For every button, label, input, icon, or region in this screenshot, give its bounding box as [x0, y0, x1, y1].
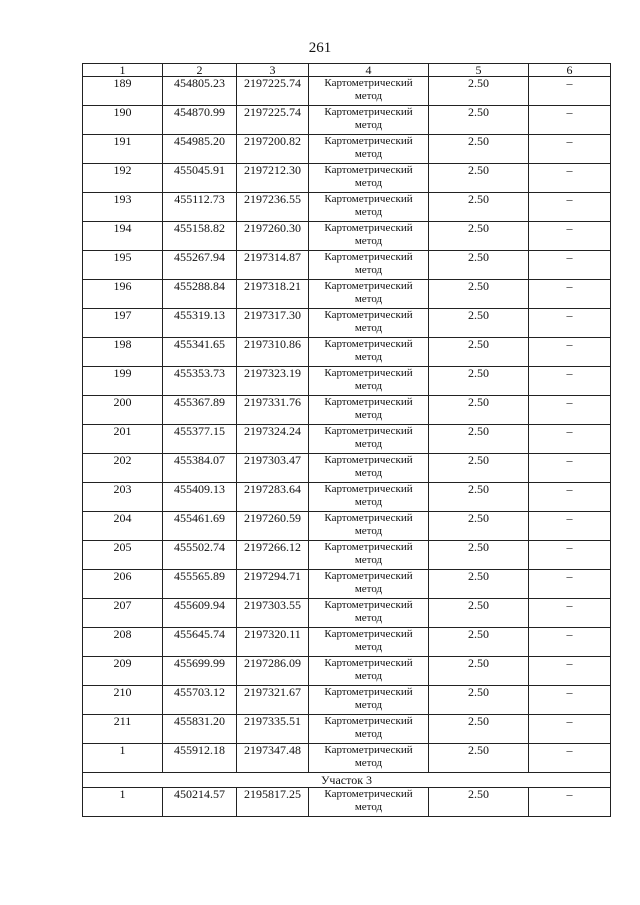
column-number-header: 6 [529, 64, 611, 77]
note-cell: – [529, 599, 611, 628]
method-label-line1: Картометрический [324, 164, 413, 176]
table-row [83, 541, 611, 570]
x-coordinate-cell: 455341.65 [163, 338, 237, 367]
y-coordinate-cell: 2197303.55 [237, 599, 309, 628]
y-coordinate-cell: 2197225.74 [237, 106, 309, 135]
x-coordinate-cell: 455384.07 [163, 454, 237, 483]
method-label-line1: Картометрический [324, 425, 413, 437]
method-cell [309, 338, 429, 367]
method-cell [309, 425, 429, 454]
note-cell: – [529, 338, 611, 367]
accuracy-cell: 2.50 [429, 425, 529, 454]
x-coordinate-cell: 455367.89 [163, 396, 237, 425]
note-cell: – [529, 483, 611, 512]
table-row [83, 570, 611, 599]
accuracy-cell: 2.50 [429, 483, 529, 512]
y-coordinate-cell: 2195817.25 [237, 788, 309, 817]
method-label-line2: метод [354, 438, 383, 450]
method-label-line2: метод [354, 525, 383, 537]
note-cell: – [529, 788, 611, 817]
x-coordinate-cell: 454985.20 [163, 135, 237, 164]
note-cell: – [529, 454, 611, 483]
accuracy-cell: 2.50 [429, 454, 529, 483]
point-number-cell: 191 [83, 135, 163, 164]
method-label-line1: Картометрический [324, 135, 413, 147]
y-coordinate-cell: 2197260.30 [237, 222, 309, 251]
note-cell: – [529, 657, 611, 686]
x-coordinate-cell: 455645.74 [163, 628, 237, 657]
method-label-line1: Картометрический [324, 788, 413, 800]
point-number-cell: 208 [83, 628, 163, 657]
point-number-cell: 210 [83, 686, 163, 715]
note-cell: – [529, 396, 611, 425]
x-coordinate-cell: 455565.89 [163, 570, 237, 599]
method-cell [309, 686, 429, 715]
point-number-cell: 209 [83, 657, 163, 686]
method-label-line2: метод [354, 206, 383, 218]
x-coordinate-cell: 455288.84 [163, 280, 237, 309]
method-label-line2: метод [354, 670, 383, 682]
table-row [83, 396, 611, 425]
table-row [83, 599, 611, 628]
column-number-header: 5 [429, 64, 529, 77]
method-label-line1: Картометрический [324, 396, 413, 408]
table-row [83, 164, 611, 193]
note-cell: – [529, 251, 611, 280]
x-coordinate-cell: 454805.23 [163, 77, 237, 106]
point-number-cell: 203 [83, 483, 163, 512]
point-number-cell: 194 [83, 222, 163, 251]
note-cell: – [529, 309, 611, 338]
method-cell [309, 454, 429, 483]
x-coordinate-cell: 455158.82 [163, 222, 237, 251]
y-coordinate-cell: 2197335.51 [237, 715, 309, 744]
point-number-cell: 202 [83, 454, 163, 483]
point-number-cell: 197 [83, 309, 163, 338]
method-cell [309, 570, 429, 599]
x-coordinate-cell: 455912.18 [163, 744, 237, 773]
table-row [83, 686, 611, 715]
y-coordinate-cell: 2197286.09 [237, 657, 309, 686]
method-label-line2: метод [354, 90, 383, 102]
method-label-line1: Картометрический [324, 541, 413, 553]
point-number-cell: 193 [83, 193, 163, 222]
y-coordinate-cell: 2197314.87 [237, 251, 309, 280]
y-coordinate-cell: 2197323.19 [237, 367, 309, 396]
accuracy-cell: 2.50 [429, 135, 529, 164]
method-label-line2: метод [354, 148, 383, 160]
method-label-line2: метод [354, 728, 383, 740]
method-label-line2: метод [354, 801, 383, 813]
y-coordinate-cell: 2197321.67 [237, 686, 309, 715]
column-number-header: 4 [309, 64, 429, 77]
note-cell: – [529, 512, 611, 541]
method-label-line2: метод [354, 757, 383, 769]
note-cell: – [529, 135, 611, 164]
section-title: Участок 3 [83, 773, 611, 788]
method-cell [309, 164, 429, 193]
method-cell [309, 280, 429, 309]
note-cell: – [529, 715, 611, 744]
method-cell [309, 599, 429, 628]
x-coordinate-cell: 455831.20 [163, 715, 237, 744]
x-coordinate-cell: 455112.73 [163, 193, 237, 222]
method-label-line2: метод [354, 264, 383, 276]
method-cell [309, 77, 429, 106]
x-coordinate-cell: 455377.15 [163, 425, 237, 454]
y-coordinate-cell: 2197260.59 [237, 512, 309, 541]
method-label-line1: Картометрический [324, 628, 413, 640]
accuracy-cell: 2.50 [429, 367, 529, 396]
accuracy-cell: 2.50 [429, 193, 529, 222]
point-number-cell: 1 [83, 744, 163, 773]
x-coordinate-cell: 455409.13 [163, 483, 237, 512]
point-number-cell: 192 [83, 164, 163, 193]
method-label-line2: метод [354, 322, 383, 334]
y-coordinate-cell: 2197331.76 [237, 396, 309, 425]
accuracy-cell: 2.50 [429, 541, 529, 570]
method-cell [309, 628, 429, 657]
method-cell [309, 106, 429, 135]
note-cell: – [529, 106, 611, 135]
x-coordinate-cell: 455353.73 [163, 367, 237, 396]
note-cell: – [529, 628, 611, 657]
accuracy-cell: 2.50 [429, 657, 529, 686]
method-label-line1: Картометрический [324, 367, 413, 379]
accuracy-cell: 2.50 [429, 512, 529, 541]
method-label-line2: метод [354, 496, 383, 508]
x-coordinate-cell: 455461.69 [163, 512, 237, 541]
y-coordinate-cell: 2197294.71 [237, 570, 309, 599]
table-row [83, 715, 611, 744]
point-number-cell: 206 [83, 570, 163, 599]
accuracy-cell: 2.50 [429, 106, 529, 135]
point-number-cell: 201 [83, 425, 163, 454]
coordinates-table [82, 63, 611, 817]
column-number-header-row [83, 64, 611, 77]
method-label-line2: метод [354, 554, 383, 566]
point-number-cell: 190 [83, 106, 163, 135]
x-coordinate-cell: 455267.94 [163, 251, 237, 280]
note-cell: – [529, 222, 611, 251]
method-label-line1: Картометрический [324, 338, 413, 350]
y-coordinate-cell: 2197266.12 [237, 541, 309, 570]
method-label-line2: метод [354, 351, 383, 363]
table-row [83, 193, 611, 222]
table-row [83, 454, 611, 483]
accuracy-cell: 2.50 [429, 338, 529, 367]
note-cell: – [529, 193, 611, 222]
y-coordinate-cell: 2197317.30 [237, 309, 309, 338]
note-cell: – [529, 541, 611, 570]
y-coordinate-cell: 2197283.64 [237, 483, 309, 512]
x-coordinate-cell: 455045.91 [163, 164, 237, 193]
method-label-line1: Картометрический [324, 599, 413, 611]
table-row [83, 788, 611, 817]
method-cell [309, 309, 429, 338]
method-label-line2: метод [354, 293, 383, 305]
y-coordinate-cell: 2197310.86 [237, 338, 309, 367]
method-cell [309, 541, 429, 570]
y-coordinate-cell: 2197236.55 [237, 193, 309, 222]
table-row [83, 106, 611, 135]
table-row [83, 280, 611, 309]
accuracy-cell: 2.50 [429, 570, 529, 599]
table-row [83, 309, 611, 338]
method-label-line1: Картометрический [324, 454, 413, 466]
method-label-line2: метод [354, 380, 383, 392]
y-coordinate-cell: 2197303.47 [237, 454, 309, 483]
x-coordinate-cell: 450214.57 [163, 788, 237, 817]
note-cell: – [529, 77, 611, 106]
column-number-header: 2 [163, 64, 237, 77]
method-cell [309, 512, 429, 541]
table-row [83, 367, 611, 396]
method-label-line2: метод [354, 467, 383, 479]
table-row [83, 512, 611, 541]
method-label-line2: метод [354, 235, 383, 247]
table-row [83, 77, 611, 106]
accuracy-cell: 2.50 [429, 280, 529, 309]
table-row [83, 657, 611, 686]
x-coordinate-cell: 455703.12 [163, 686, 237, 715]
x-coordinate-cell: 455502.74 [163, 541, 237, 570]
accuracy-cell: 2.50 [429, 628, 529, 657]
method-cell [309, 135, 429, 164]
method-label-line1: Картометрический [324, 686, 413, 698]
method-cell [309, 367, 429, 396]
method-cell [309, 193, 429, 222]
method-label-line1: Картометрический [324, 512, 413, 524]
table-row [83, 628, 611, 657]
section-header-row [83, 773, 611, 788]
method-label-line2: метод [354, 409, 383, 421]
method-label-line2: метод [354, 699, 383, 711]
method-label-line1: Картометрический [324, 193, 413, 205]
accuracy-cell: 2.50 [429, 396, 529, 425]
note-cell: – [529, 570, 611, 599]
method-label-line1: Картометрический [324, 222, 413, 234]
page-number: 261 [308, 40, 332, 56]
point-number-cell: 211 [83, 715, 163, 744]
method-label-line1: Картометрический [324, 715, 413, 727]
accuracy-cell: 2.50 [429, 309, 529, 338]
table-row [83, 251, 611, 280]
column-number-header: 1 [83, 64, 163, 77]
method-cell [309, 483, 429, 512]
method-label-line2: метод [354, 583, 383, 595]
method-label-line1: Картометрический [324, 106, 413, 118]
method-cell [309, 788, 429, 817]
point-number-cell: 205 [83, 541, 163, 570]
x-coordinate-cell: 454870.99 [163, 106, 237, 135]
note-cell: – [529, 367, 611, 396]
note-cell: – [529, 744, 611, 773]
method-cell [309, 396, 429, 425]
point-number-cell: 204 [83, 512, 163, 541]
table-row [83, 425, 611, 454]
table-row [83, 744, 611, 773]
y-coordinate-cell: 2197318.21 [237, 280, 309, 309]
method-label-line2: метод [354, 641, 383, 653]
accuracy-cell: 2.50 [429, 251, 529, 280]
accuracy-cell: 2.50 [429, 222, 529, 251]
method-label-line2: метод [354, 177, 383, 189]
accuracy-cell: 2.50 [429, 744, 529, 773]
accuracy-cell: 2.50 [429, 599, 529, 628]
y-coordinate-cell: 2197200.82 [237, 135, 309, 164]
note-cell: – [529, 686, 611, 715]
point-number-cell: 198 [83, 338, 163, 367]
method-label-line1: Картометрический [324, 280, 413, 292]
method-label-line1: Картометрический [324, 657, 413, 669]
x-coordinate-cell: 455699.99 [163, 657, 237, 686]
method-label-line1: Картометрический [324, 570, 413, 582]
method-cell [309, 744, 429, 773]
accuracy-cell: 2.50 [429, 686, 529, 715]
method-cell [309, 715, 429, 744]
method-label-line1: Картометрический [324, 309, 413, 321]
accuracy-cell: 2.50 [429, 164, 529, 193]
note-cell: – [529, 280, 611, 309]
accuracy-cell: 2.50 [429, 788, 529, 817]
x-coordinate-cell: 455319.13 [163, 309, 237, 338]
method-label-line2: метод [354, 119, 383, 131]
point-number-cell: 207 [83, 599, 163, 628]
method-label-line1: Картометрический [324, 251, 413, 263]
y-coordinate-cell: 2197320.11 [237, 628, 309, 657]
y-coordinate-cell: 2197212.30 [237, 164, 309, 193]
table-row [83, 483, 611, 512]
point-number-cell: 1 [83, 788, 163, 817]
point-number-cell: 195 [83, 251, 163, 280]
note-cell: – [529, 164, 611, 193]
column-number-header: 3 [237, 64, 309, 77]
accuracy-cell: 2.50 [429, 77, 529, 106]
point-number-cell: 189 [83, 77, 163, 106]
y-coordinate-cell: 2197324.24 [237, 425, 309, 454]
method-cell [309, 222, 429, 251]
point-number-cell: 199 [83, 367, 163, 396]
method-cell [309, 251, 429, 280]
method-label-line1: Картометрический [324, 483, 413, 495]
point-number-cell: 200 [83, 396, 163, 425]
point-number-cell: 196 [83, 280, 163, 309]
accuracy-cell: 2.50 [429, 715, 529, 744]
table-row [83, 135, 611, 164]
note-cell: – [529, 425, 611, 454]
table-row [83, 338, 611, 367]
y-coordinate-cell: 2197225.74 [237, 77, 309, 106]
x-coordinate-cell: 455609.94 [163, 599, 237, 628]
method-label-line1: Картометрический [324, 77, 413, 89]
table-row [83, 222, 611, 251]
y-coordinate-cell: 2197347.48 [237, 744, 309, 773]
method-cell [309, 657, 429, 686]
method-label-line1: Картометрический [324, 744, 413, 756]
method-label-line2: метод [354, 612, 383, 624]
